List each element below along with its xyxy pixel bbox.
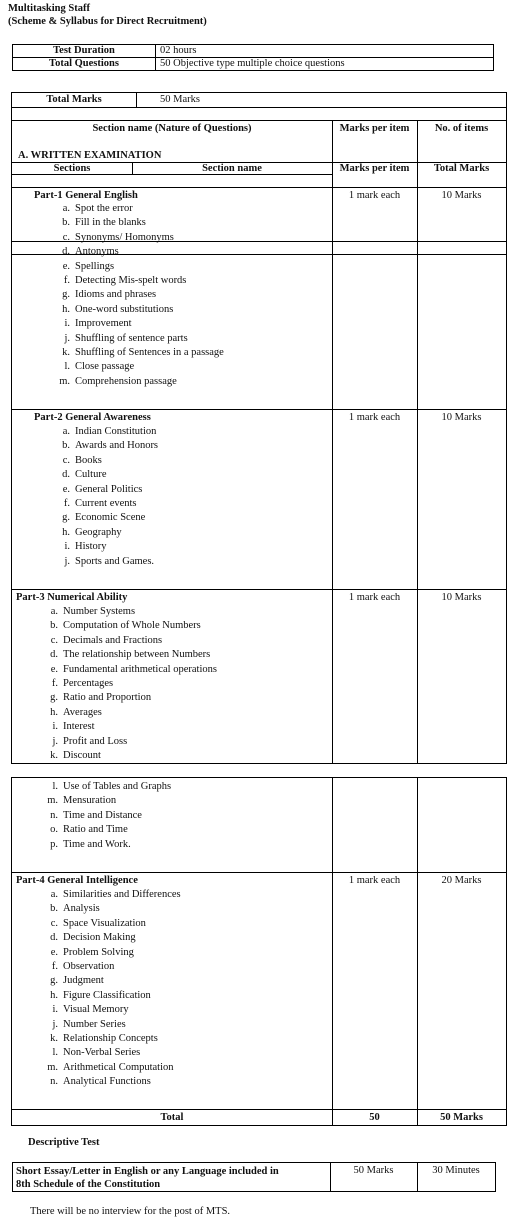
list-item xyxy=(44,960,181,974)
list-item-letter: e. xyxy=(50,663,58,675)
list-item-text: Spellings xyxy=(75,260,115,272)
list-item-letter: a. xyxy=(62,203,70,214)
list-item-text: Time and Work. xyxy=(63,838,131,850)
list-item xyxy=(44,619,217,633)
list-item xyxy=(56,555,158,569)
total-marks-sum: 50 Marks xyxy=(440,1112,483,1123)
list-item xyxy=(44,1018,181,1032)
list-item-letter: p. xyxy=(50,838,58,850)
list-item xyxy=(44,794,171,808)
list-item-text: Ratio and Time xyxy=(63,824,128,836)
list-item-text: Analytical Functions xyxy=(63,1076,151,1088)
list-item-text: Arithmetical Computation xyxy=(63,1061,174,1073)
descriptive-line1: Short Essay/Letter in English or any Language included in xyxy=(16,1166,279,1177)
list-item-letter: b. xyxy=(62,217,70,229)
list-item-text: Interest xyxy=(63,721,95,733)
list-item xyxy=(56,202,224,216)
list-item-text: Shuffling of sentence parts xyxy=(75,332,188,344)
list-item-letter: m. xyxy=(47,795,58,807)
list-item-letter: g. xyxy=(62,512,70,524)
list-item-text: Averages xyxy=(63,706,102,718)
list-item-letter: c. xyxy=(50,634,58,646)
list-item xyxy=(56,375,224,389)
list-item xyxy=(44,1003,181,1017)
list-item xyxy=(44,974,181,988)
total-marks-value: 50 Marks xyxy=(160,94,200,105)
list-item xyxy=(56,540,158,554)
list-item-letter: k. xyxy=(62,347,70,359)
list-item-text: Fill in the blanks xyxy=(75,217,146,229)
list-item-letter: f. xyxy=(63,275,70,287)
list-item-text: Similarities and Differences xyxy=(63,889,181,900)
list-item xyxy=(44,749,217,763)
list-item xyxy=(44,1046,181,1060)
list-item-letter: e. xyxy=(62,260,70,272)
list-item xyxy=(44,780,171,794)
list-item-letter: b. xyxy=(50,620,58,632)
list-item xyxy=(44,1032,181,1046)
col-sections: Sections xyxy=(53,163,91,174)
total-marks-label: Total Marks xyxy=(46,94,102,105)
list-item xyxy=(44,677,217,691)
descriptive-marks: 50 Marks xyxy=(353,1165,394,1176)
list-item-text: Ratio and Proportion xyxy=(63,692,152,704)
list-item-letter: j. xyxy=(64,555,70,567)
list-item-text: Synonyms/ Homonyms xyxy=(75,231,174,243)
list-item xyxy=(56,288,224,302)
list-item-text: Awards and Honors xyxy=(75,440,159,452)
part4-total: 20 Marks xyxy=(441,875,482,886)
list-item-text: Analysis xyxy=(63,903,100,915)
list-item xyxy=(56,274,224,288)
list-item-letter: f. xyxy=(63,498,70,510)
list-item xyxy=(56,231,224,245)
part1-total: 10 Marks xyxy=(441,190,482,201)
list-item-text: Figure Classification xyxy=(63,989,151,1001)
list-item-letter: h. xyxy=(50,706,58,718)
list-item-text: Visual Memory xyxy=(63,1004,129,1016)
list-item-text: Idioms and phrases xyxy=(75,289,157,301)
list-item-letter: m. xyxy=(47,1061,58,1073)
list-item xyxy=(56,260,224,274)
list-item xyxy=(44,809,171,823)
list-item-letter: c. xyxy=(62,454,70,466)
list-item xyxy=(44,838,171,852)
list-item xyxy=(44,989,181,1003)
info-table xyxy=(12,44,494,71)
test-duration-value: 02 hours xyxy=(156,45,494,58)
syllabus-table xyxy=(11,92,507,764)
head-section-name: Section name (Nature of Questions) xyxy=(92,123,252,134)
head-marks-per-item: Marks per item xyxy=(339,123,410,134)
list-item-letter: n. xyxy=(50,809,58,821)
part2-marks: 1 mark each xyxy=(348,412,401,423)
list-item-letter: c. xyxy=(62,231,70,243)
list-item-text: Number Series xyxy=(63,1018,126,1030)
list-item xyxy=(44,663,217,677)
list-item-text: Judgment xyxy=(63,975,104,987)
list-item-letter: g. xyxy=(50,975,58,987)
list-item-text: Fundamental arithmetical operations xyxy=(63,663,217,675)
list-item-letter: b. xyxy=(62,440,70,452)
list-item-text: Decision Making xyxy=(63,932,136,944)
list-item xyxy=(56,468,158,482)
list-item-text: Spot the error xyxy=(75,203,133,214)
list-item-letter: j. xyxy=(52,1018,58,1030)
list-item-letter: d. xyxy=(50,649,58,661)
descriptive-heading: Descriptive Test xyxy=(28,1137,100,1148)
part2-total: 10 Marks xyxy=(441,412,482,423)
table-row xyxy=(13,45,494,58)
total-label: Total xyxy=(160,1112,184,1123)
list-item xyxy=(44,648,217,662)
list-item-text: Discount xyxy=(63,750,101,762)
list-item-text: Shuffling of Sentences in a passage xyxy=(75,347,224,359)
list-item-text: Computation of Whole Numbers xyxy=(63,620,201,632)
list-item-letter: e. xyxy=(50,946,58,958)
part3-total: 10 Marks xyxy=(441,592,482,603)
list-item-letter: h. xyxy=(50,989,58,1001)
written-exam-heading: A. WRITTEN EXAMINATION xyxy=(18,150,162,161)
list-item xyxy=(56,216,224,230)
list-item xyxy=(44,902,181,916)
list-item-text: Space Visualization xyxy=(63,917,146,929)
total-questions-label: Total Questions xyxy=(13,58,156,71)
list-item-text: Profit and Loss xyxy=(63,735,128,747)
list-item-text: Improvement xyxy=(75,318,132,330)
list-item-text: Percentages xyxy=(63,678,114,690)
list-item-letter: g. xyxy=(50,692,58,704)
list-item-letter: h. xyxy=(62,303,70,315)
list-item-text: The relationship between Numbers xyxy=(63,649,211,661)
list-item-text: History xyxy=(75,541,107,553)
list-item xyxy=(44,605,217,619)
list-item-text: Books xyxy=(75,454,102,466)
list-item-text: Decimals and Fractions xyxy=(63,634,163,646)
page-subtitle: (Scheme & Syllabus for Direct Recruitment) xyxy=(8,16,207,27)
footer-note: There will be no interview for the post of MTS. xyxy=(30,1206,231,1217)
list-item-letter: l. xyxy=(52,781,58,792)
total-marks-per-item: 50 xyxy=(369,1112,380,1123)
list-item-text: Geography xyxy=(75,526,122,538)
part4-title: Part-4 General Intelligence xyxy=(16,875,138,886)
list-item xyxy=(44,946,181,960)
list-item-letter: l. xyxy=(64,361,70,373)
list-item-letter: d. xyxy=(50,932,58,944)
part3-marks: 1 mark each xyxy=(348,592,401,603)
list-item xyxy=(56,332,224,346)
list-item xyxy=(56,360,224,374)
list-item xyxy=(44,735,217,749)
list-item xyxy=(56,439,158,453)
list-item xyxy=(56,526,158,540)
syllabus-table-continued xyxy=(11,777,507,1126)
part1-title: Part-1 General English xyxy=(34,190,138,201)
list-item xyxy=(44,634,217,648)
list-item-text: Time and Distance xyxy=(63,809,142,821)
list-item xyxy=(44,888,181,902)
list-item-letter: k. xyxy=(50,1033,58,1045)
list-item-letter: d. xyxy=(62,469,70,481)
list-item-letter: i. xyxy=(52,721,58,733)
list-item-text: Antonyms xyxy=(75,246,119,258)
test-duration-label: Test Duration xyxy=(13,45,156,58)
list-item-letter: j. xyxy=(52,735,58,747)
list-item-text: Problem Solving xyxy=(63,946,134,958)
part3-topics-continued xyxy=(44,780,171,852)
list-item xyxy=(44,706,217,720)
list-item xyxy=(56,483,158,497)
list-item-letter: a. xyxy=(62,426,70,437)
part2-topics xyxy=(56,425,158,569)
list-item xyxy=(44,1061,181,1075)
list-item-text: Mensuration xyxy=(63,795,117,807)
list-item-letter: e. xyxy=(62,483,70,495)
list-item-text: Sports and Games. xyxy=(75,555,155,567)
list-item-letter: a. xyxy=(50,606,58,617)
list-item-text: One-word substitutions xyxy=(75,303,174,315)
list-item-text: Number Systems xyxy=(63,606,136,617)
head-no-items: No. of items xyxy=(434,123,489,134)
list-item-letter: n. xyxy=(50,1076,58,1088)
list-item xyxy=(56,511,158,525)
page-title: Multitasking Staff xyxy=(8,3,90,14)
list-item-letter: d. xyxy=(62,246,70,258)
list-item-letter: l. xyxy=(52,1047,58,1059)
list-item-letter: g. xyxy=(62,289,70,301)
descriptive-line2: 8th Schedule of the Constitution xyxy=(16,1179,161,1190)
list-item-letter: m. xyxy=(59,375,70,387)
list-item-letter: f. xyxy=(51,961,58,973)
list-item-letter: j. xyxy=(64,332,70,344)
list-item-letter: i. xyxy=(64,318,70,330)
table-row xyxy=(13,58,494,71)
list-item-text: Economic Scene xyxy=(75,512,146,524)
list-item-letter: h. xyxy=(62,526,70,538)
list-item-text: Indian Constitution xyxy=(75,426,157,437)
list-item xyxy=(56,346,224,360)
list-item-letter: b. xyxy=(50,903,58,915)
col-section-name: Section name xyxy=(202,163,262,174)
list-item-letter: o. xyxy=(50,824,58,836)
list-item-letter: c. xyxy=(50,917,58,929)
list-item-letter: i. xyxy=(52,1004,58,1016)
list-item xyxy=(56,497,158,511)
part4-topics xyxy=(44,888,181,1090)
list-item-letter: f. xyxy=(51,678,58,690)
list-item-letter: a. xyxy=(50,889,58,900)
list-item-text: Current events xyxy=(75,498,137,510)
descriptive-time: 30 Minutes xyxy=(432,1165,480,1176)
list-item xyxy=(56,425,158,439)
part3-topics xyxy=(44,605,217,763)
list-item-text: Relationship Concepts xyxy=(63,1033,158,1045)
part1-topics xyxy=(56,202,224,389)
list-item-text: Close passage xyxy=(75,361,135,373)
list-item xyxy=(44,917,181,931)
list-item xyxy=(56,454,158,468)
list-item xyxy=(56,245,224,259)
list-item-text: Detecting Mis-spelt words xyxy=(75,275,187,287)
list-item xyxy=(56,317,224,331)
list-item-text: Culture xyxy=(75,469,107,481)
list-item-text: Use of Tables and Graphs xyxy=(63,781,172,792)
col-marks-per-item: Marks per item xyxy=(339,163,410,174)
part4-marks: 1 mark each xyxy=(348,875,401,886)
list-item xyxy=(44,1075,181,1089)
part1-marks: 1 mark each xyxy=(348,190,401,201)
list-item xyxy=(56,303,224,317)
part2-title: Part-2 General Awareness xyxy=(34,412,151,423)
list-item xyxy=(44,691,217,705)
descriptive-table xyxy=(12,1162,496,1192)
list-item-text: Non-Verbal Series xyxy=(63,1047,141,1059)
list-item xyxy=(44,823,171,837)
list-item-text: Observation xyxy=(63,961,115,973)
part3-title: Part-3 Numerical Ability xyxy=(16,592,128,603)
total-questions-value: 50 Objective type multiple choice questions xyxy=(156,58,494,71)
list-item xyxy=(44,720,217,734)
list-item-letter: k. xyxy=(50,750,58,762)
list-item-text: Comprehension passage xyxy=(75,375,177,387)
list-item-text: General Politics xyxy=(75,483,143,495)
list-item-letter: i. xyxy=(64,541,70,553)
list-item xyxy=(44,931,181,945)
col-total-marks: Total Marks xyxy=(433,163,490,174)
